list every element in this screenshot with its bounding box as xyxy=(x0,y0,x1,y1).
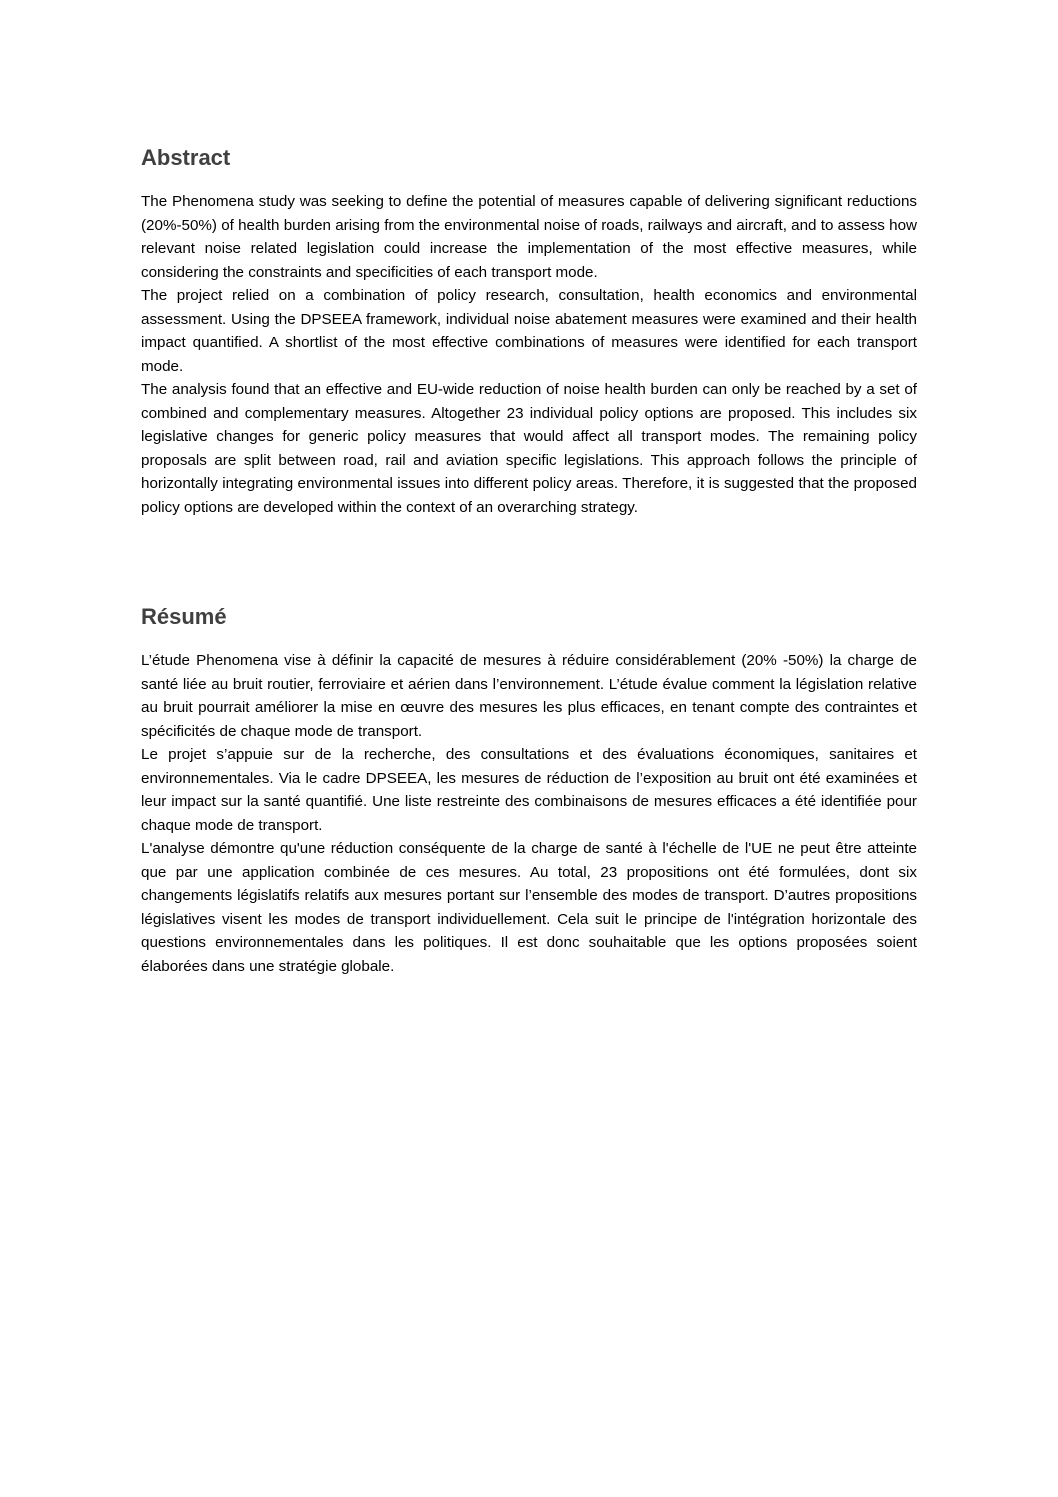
document-page xyxy=(141,140,917,978)
resume-paragraph-2: Le projet s’appuie sur de la recherche, des consultations et des évaluations économiques, sanitaires et environnementales. Via le cadre DPSEEA, les mesures de réduction de l’exposition au bruit ont été examinées et leur impact sur la santé quantifié. Une liste restreinte des combinaisons de mesures efficaces a été identifiée pour chaque mode de transport. xyxy=(141,746,917,834)
resume-paragraph-3: L'analyse démontre qu'une réduction conséquente de la charge de santé à l'échelle de l'UE ne peut être atteinte que par une application combinée de ces mesures. Au total, 23 propositions ont été formulées, dont six changements législatifs relatifs aux mesures portant sur l’ensemble des modes de transport. D’autres propositions législatives visent les modes de transport individuellement. Cela suit le principe de l'intégration horizontale des questions environnementales dans les politiques. Il est donc souhaitable que les options proposées soient élaborées dans une stratégie globale. xyxy=(141,840,917,975)
abstract-heading: Abstract xyxy=(141,145,231,170)
abstract-paragraph-2: The project relied on a combination of policy research, consultation, health economics and environmental assessment. Using the DPSEEA framework, individual noise abatement measures were examined and their health impact quantified. A shortlist of the most effective combinations of measures were identified for each transport mode. xyxy=(141,287,917,375)
resume-paragraph-1: L’étude Phenomena vise à définir la capacité de mesures à réduire considérablement (20% -50%) la charge de santé liée au bruit routier, ferroviaire et aérien dans l’environnement. L’étude évalue comment la législation relative au bruit pourrait améliorer la mise en œuvre des mesures les plus efficaces, en tenant compte des contraintes et spécificités de chaque mode de transport. xyxy=(141,652,917,740)
abstract-paragraph-1: The Phenomena study was seeking to define the potential of measures capable of delivering significant reductions (20%-50%) of health burden arising from the environmental noise of roads, railways and aircraft, and to assess how relevant noise related legislation could increase the implementation of the most effective measures, while considering the constraints and specificities of each transport mode. xyxy=(141,193,917,281)
abstract-paragraph-3: The analysis found that an effective and EU-wide reduction of noise health burden can only be reached by a set of combined and complementary measures. Altogether 23 individual policy options are proposed. This includes six legislative changes for generic policy measures that would affect all transport modes. The remaining policy proposals are split between road, rail and aviation specific legislations. This approach follows the principle of horizontally integrating environmental issues into different policy areas. Therefore, it is suggested that the proposed policy options are developed within the context of an overarching strategy. xyxy=(141,381,917,516)
resume-section xyxy=(141,599,917,978)
abstract-section xyxy=(141,140,917,519)
resume-heading: Résumé xyxy=(141,604,227,629)
